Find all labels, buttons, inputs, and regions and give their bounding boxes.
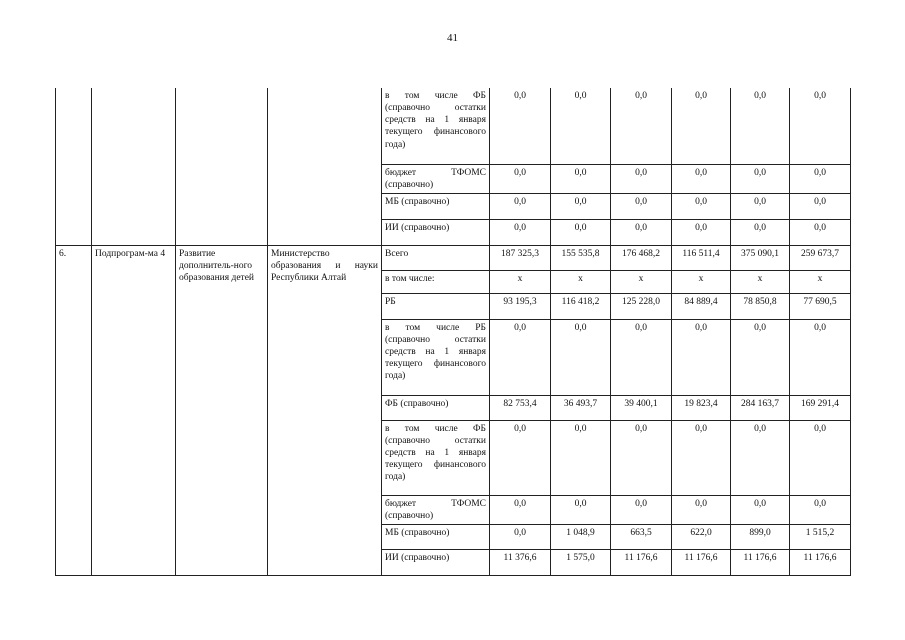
value-cell: х [672, 270, 731, 293]
funding-source: ФБ (справочно) [382, 395, 490, 420]
funding-source: в том числе ФБ (справочно остатки средств на 1 января текущего финансового года) [382, 88, 490, 164]
value-cell: 0,0 [611, 495, 672, 524]
value-cell: 0,0 [611, 164, 672, 193]
value-cell: 0,0 [672, 420, 731, 495]
value-cell: 0,0 [731, 88, 790, 164]
value-cell: 0,0 [790, 219, 851, 245]
funding-source: ИИ (справочно) [382, 219, 490, 245]
value-cell: 0,0 [611, 420, 672, 495]
funding-source: бюджет ТФОМС (справочно) [382, 164, 490, 193]
value-cell: 0,0 [551, 164, 611, 193]
value-cell: 0,0 [672, 88, 731, 164]
value-cell: 0,0 [551, 193, 611, 219]
value-cell: 0,0 [672, 193, 731, 219]
value-cell: 84 889,4 [672, 293, 731, 319]
funding-source: в том числе РБ (справочно остатки средств на 1 января текущего финансового года) [382, 319, 490, 395]
cont-status-cell [92, 88, 176, 245]
value-cell: 0,0 [790, 193, 851, 219]
table-row [56, 88, 851, 164]
value-cell: 1 515,2 [790, 525, 851, 550]
value-cell: 0,0 [731, 219, 790, 245]
page-number: 41 [447, 32, 458, 44]
value-cell: 0,0 [790, 88, 851, 164]
value-cell: 77 690,5 [790, 293, 851, 319]
value-cell: 0,0 [672, 495, 731, 524]
value-cell: 0,0 [611, 219, 672, 245]
value-cell: 0,0 [490, 193, 551, 219]
value-cell: 0,0 [611, 88, 672, 164]
value-cell: 93 195,3 [490, 293, 551, 319]
value-cell: 0,0 [731, 164, 790, 193]
funding-source: в том числе: [382, 270, 490, 293]
funding-source: бюджет ТФОМС (справочно) [382, 495, 490, 524]
value-cell: 11 176,6 [790, 550, 851, 576]
value-cell: 0,0 [551, 495, 611, 524]
value-cell: х [611, 270, 672, 293]
value-cell: 284 163,7 [731, 395, 790, 420]
value-cell: 0,0 [790, 420, 851, 495]
value-cell: 0,0 [731, 193, 790, 219]
budget-table [55, 88, 851, 576]
value-cell: 11 176,6 [611, 550, 672, 576]
value-cell: х [790, 270, 851, 293]
value-cell: 0,0 [490, 219, 551, 245]
value-cell: 169 291,4 [790, 395, 851, 420]
value-cell: 11 176,6 [672, 550, 731, 576]
value-cell: 0,0 [490, 525, 551, 550]
value-cell: 11 176,6 [731, 550, 790, 576]
value-cell: 1 048,9 [551, 525, 611, 550]
value-cell: 19 823,4 [672, 395, 731, 420]
value-cell: 11 376,6 [490, 550, 551, 576]
row-number: 6. [56, 245, 92, 575]
cont-number-cell [56, 88, 92, 245]
value-cell: 125 228,0 [611, 293, 672, 319]
cont-executor-cell [268, 88, 382, 245]
value-cell: 36 493,7 [551, 395, 611, 420]
value-cell: х [490, 270, 551, 293]
value-cell: 0,0 [490, 495, 551, 524]
funding-source: ИИ (справочно) [382, 550, 490, 576]
value-cell: 0,0 [490, 420, 551, 495]
table-row [56, 245, 851, 270]
value-cell: 0,0 [790, 164, 851, 193]
cont-name-cell [176, 88, 268, 245]
value-cell: 0,0 [731, 319, 790, 395]
value-cell: 0,0 [490, 164, 551, 193]
value-cell: 78 850,8 [731, 293, 790, 319]
value-cell: 0,0 [611, 193, 672, 219]
value-cell: 39 400,1 [611, 395, 672, 420]
value-cell: 0,0 [672, 319, 731, 395]
funding-source: МБ (справочно) [382, 525, 490, 550]
value-cell: 0,0 [551, 420, 611, 495]
value-cell: 116 418,2 [551, 293, 611, 319]
value-cell: 375 090,1 [731, 245, 790, 270]
value-cell: 0,0 [790, 495, 851, 524]
program-status: Подпрограм-ма 4 [92, 245, 176, 575]
value-cell: 0,0 [731, 495, 790, 524]
value-cell: 0,0 [731, 420, 790, 495]
value-cell: 0,0 [611, 319, 672, 395]
value-cell: 899,0 [731, 525, 790, 550]
value-cell: х [731, 270, 790, 293]
value-cell: 622,0 [672, 525, 731, 550]
funding-source: Всего [382, 245, 490, 270]
value-cell: х [551, 270, 611, 293]
value-cell: 82 753,4 [490, 395, 551, 420]
value-cell: 259 673,7 [790, 245, 851, 270]
value-cell: 0,0 [551, 219, 611, 245]
value-cell: 0,0 [790, 319, 851, 395]
value-cell: 663,5 [611, 525, 672, 550]
value-cell: 187 325,3 [490, 245, 551, 270]
value-cell: 0,0 [551, 319, 611, 395]
value-cell: 155 535,8 [551, 245, 611, 270]
funding-source: РБ [382, 293, 490, 319]
subprogram-name: Развитие дополнитель-ного образования детей [176, 245, 268, 575]
value-cell: 0,0 [551, 88, 611, 164]
value-cell: 0,0 [490, 88, 551, 164]
value-cell: 0,0 [672, 164, 731, 193]
value-cell: 0,0 [672, 219, 731, 245]
value-cell: 176 468,2 [611, 245, 672, 270]
funding-source: МБ (справочно) [382, 193, 490, 219]
value-cell: 116 511,4 [672, 245, 731, 270]
value-cell: 0,0 [490, 319, 551, 395]
funding-source: в том числе ФБ (справочно остатки средств на 1 января текущего финансового года) [382, 420, 490, 495]
executor: Министерство образования и науки Республики Алтай [268, 245, 382, 575]
value-cell: 1 575,0 [551, 550, 611, 576]
